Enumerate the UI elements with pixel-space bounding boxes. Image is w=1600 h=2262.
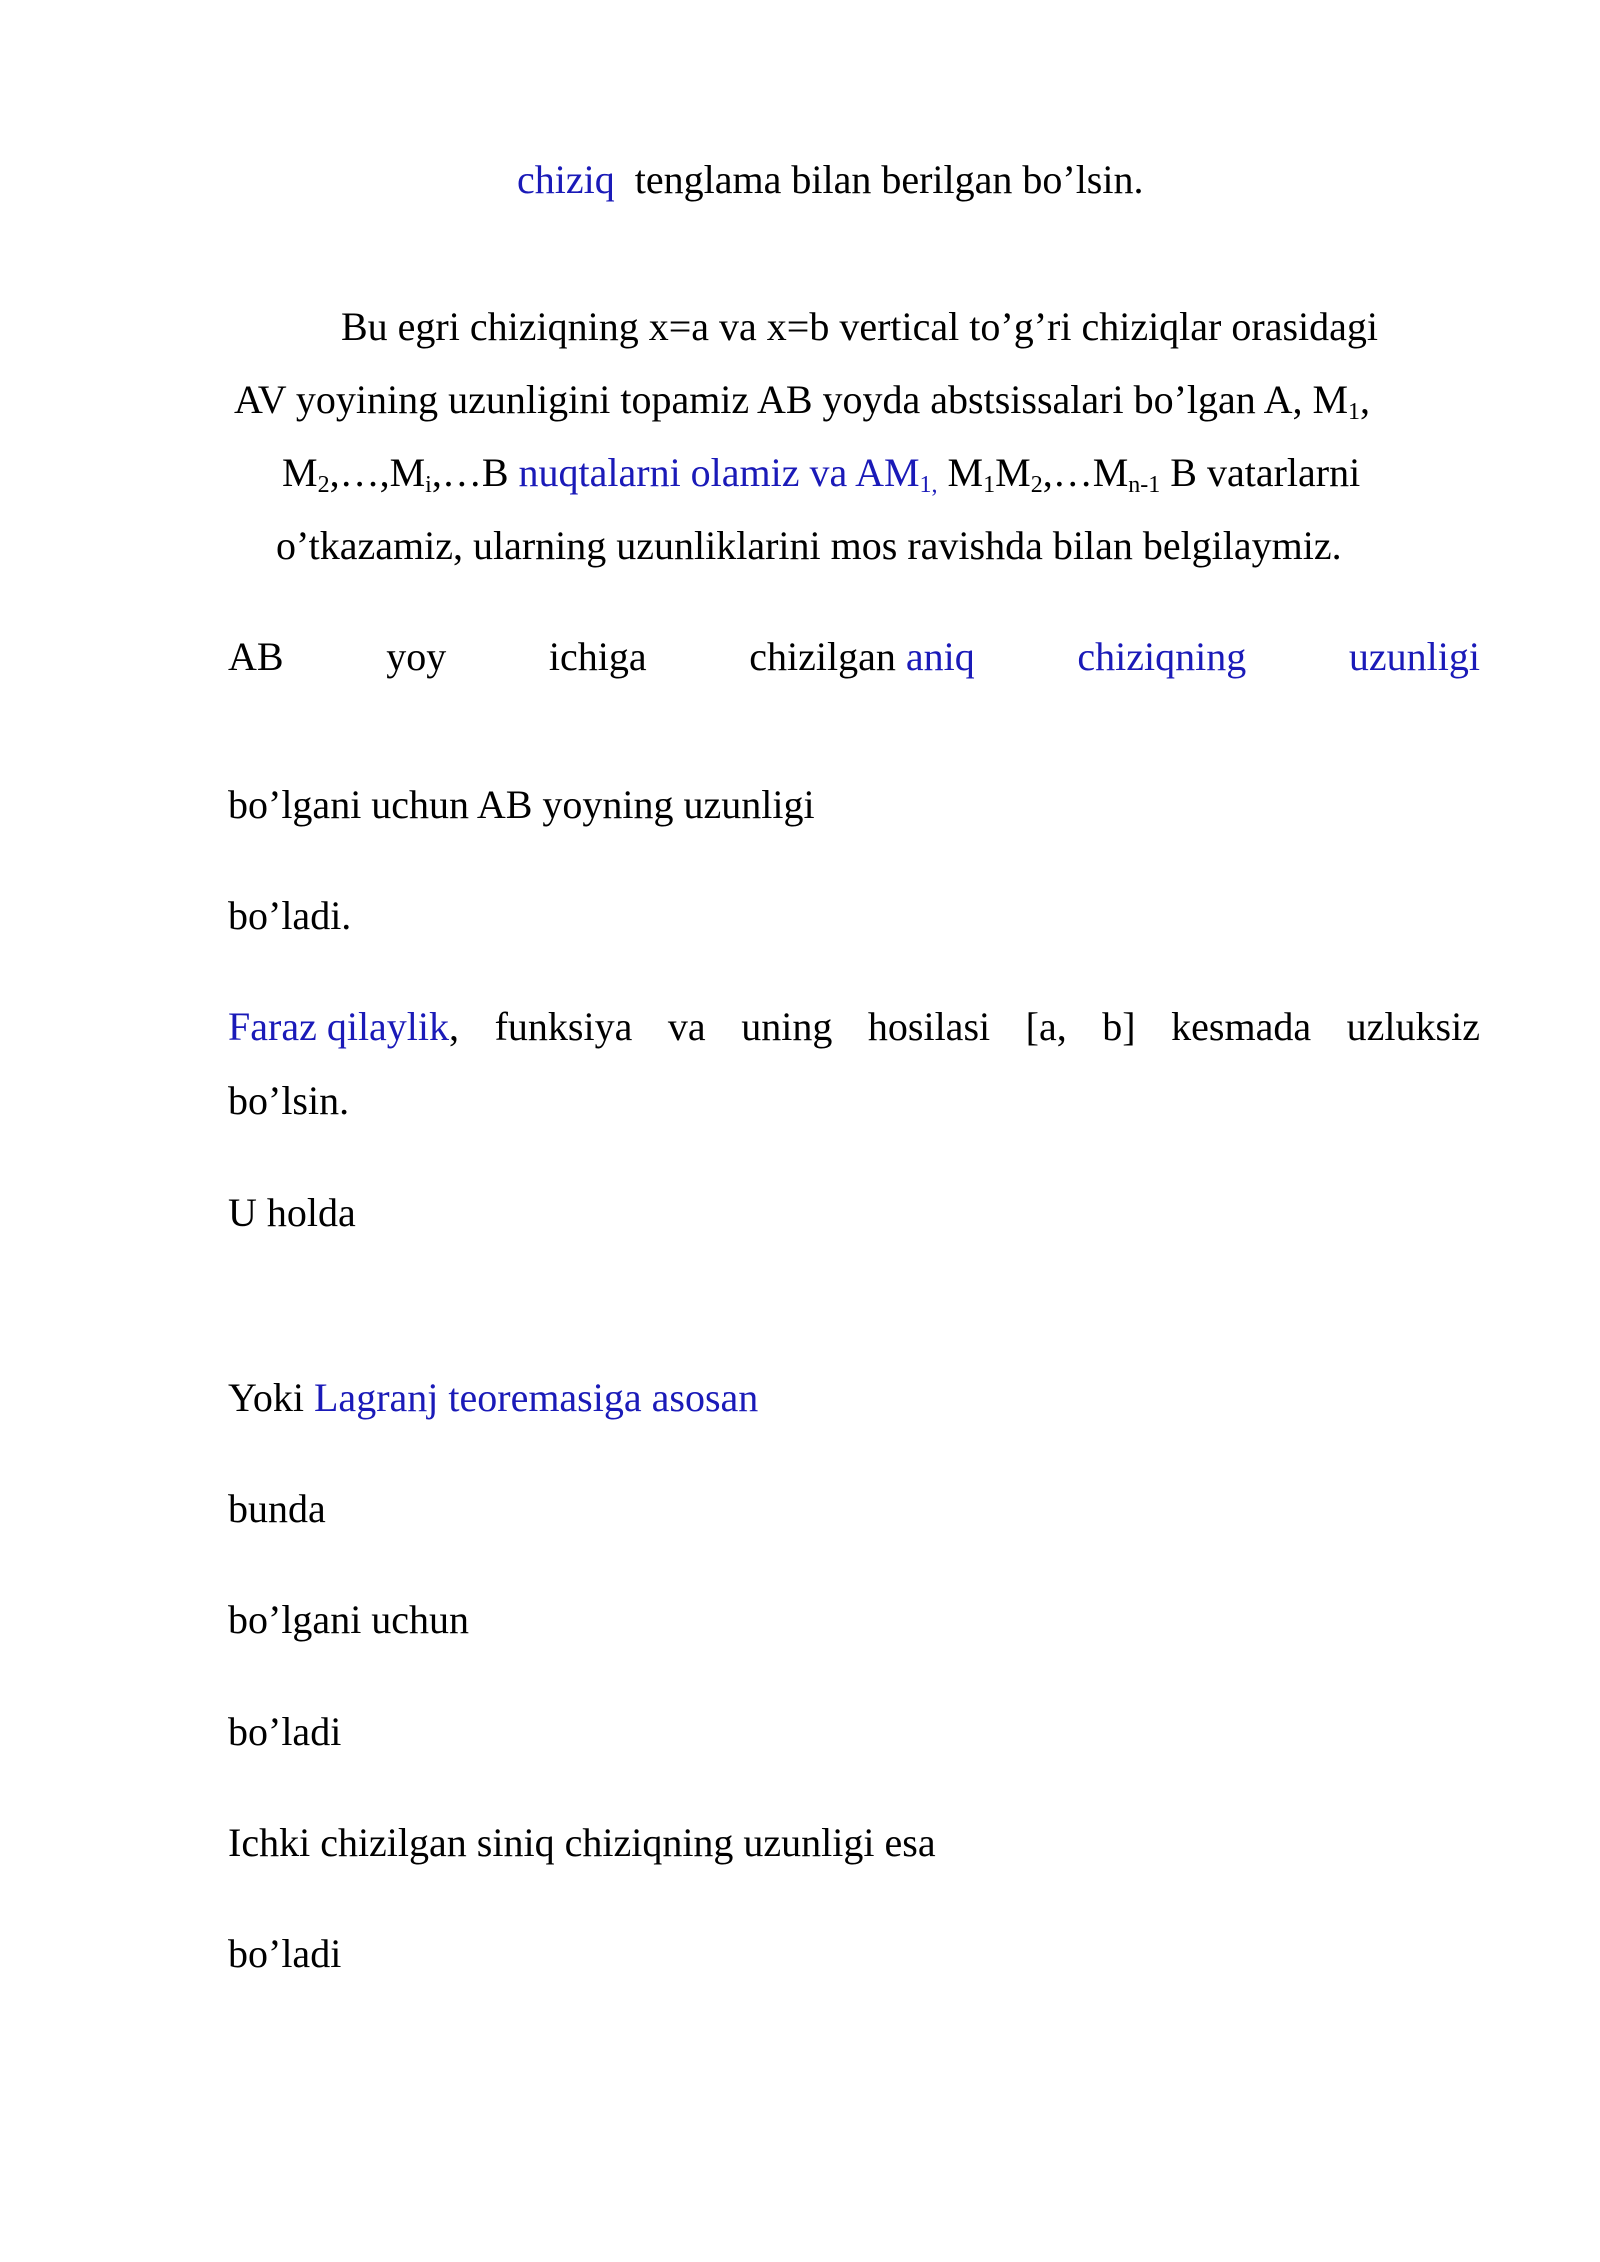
paragraph-line — [228, 1931, 342, 1976]
text-run: M — [995, 450, 1031, 495]
text-run: Yoki — [228, 1375, 314, 1420]
text-run: bo’lsin. — [228, 1078, 350, 1123]
subscript: n-1 — [1128, 472, 1161, 498]
paragraph-line — [276, 523, 1342, 568]
subscript: 2 — [317, 472, 330, 498]
paragraph-line — [228, 1078, 350, 1123]
link-text[interactable]: nuqtalarni olamiz va $AM_{1,}$ — [518, 450, 938, 498]
link-text[interactable]: aniq — [905, 634, 975, 679]
text-run: , — [1360, 377, 1371, 422]
text-run: bo’lgani uchun AB yoyning uzunligi — [228, 782, 815, 827]
subscript: 2 — [1030, 472, 1043, 498]
text-run: ,…B — [431, 450, 519, 495]
word-group: Faraz qilaylik, — [228, 1004, 460, 1049]
text-run: Bu egri chiziqning x=a va x=b vertical to’g’ri chiziqlar orasidagi — [341, 304, 1378, 349]
paragraph-line — [228, 1190, 356, 1235]
word: [a, — [1025, 1004, 1067, 1049]
paragraph-line — [234, 377, 1371, 425]
paragraph-line — [228, 1709, 342, 1754]
text-run: bo’ladi — [228, 1931, 342, 1976]
paragraph-line — [341, 304, 1378, 349]
link-text[interactable]: uzunligi — [1348, 634, 1480, 679]
text-run: o’tkazamiz, ularning uzunliklarini mos ravishda bilan belgilaymiz. — [276, 523, 1342, 568]
link-text[interactable]: Lagranj teoremasiga asosan — [314, 1375, 759, 1420]
word: hosilasi — [867, 1004, 991, 1049]
text-run: ,…,M — [329, 450, 426, 495]
link-text[interactable]: chiziq — [517, 157, 615, 202]
subscript: 1 — [1348, 399, 1361, 425]
word-group: chizilgan aniq — [749, 634, 975, 679]
word: b] — [1102, 1004, 1136, 1049]
text-run: AV yoyining uzunligini topamiz AB yoyda abstsissalari bo’lgan A, M — [234, 377, 1349, 422]
text-run: M — [282, 450, 318, 495]
text-run: ,…M — [1042, 450, 1129, 495]
word: funksiya — [494, 1004, 633, 1049]
paragraph-line — [228, 1820, 936, 1865]
text-run: B vatarlarni — [1160, 450, 1361, 495]
text-run: U holda — [228, 1190, 356, 1235]
text-run: tenglama bilan berilgan bo’lsin. — [634, 157, 1144, 202]
subscript: 1 — [983, 472, 996, 498]
word: AB — [228, 634, 284, 679]
justified-line — [228, 1004, 1480, 1049]
text-run: M — [937, 450, 984, 495]
paragraph-line — [282, 450, 1361, 498]
paragraph-line — [228, 1486, 326, 1531]
word: uning — [741, 1004, 833, 1049]
paragraph-line — [228, 1375, 759, 1420]
text-run: Ichki chizilgan siniq chiziqning uzunligi esa — [228, 1820, 936, 1865]
link-text[interactable]: chiziqning — [1077, 634, 1247, 679]
text-run: bo’lgani uchun — [228, 1597, 470, 1642]
text-run: bo’ladi. — [228, 893, 352, 938]
paragraph-line — [517, 157, 1144, 202]
text-run: bunda — [228, 1486, 326, 1531]
subscript: i — [425, 472, 432, 498]
paragraph-line — [228, 1597, 470, 1642]
justified-line — [228, 634, 1480, 679]
paragraph-line — [228, 893, 352, 938]
word: va — [667, 1004, 706, 1049]
word: kesmada — [1171, 1004, 1312, 1049]
word: uzluksiz — [1346, 1004, 1480, 1049]
word: ichiga — [548, 634, 647, 679]
text-run: bo’ladi — [228, 1709, 342, 1754]
word: yoy — [386, 634, 447, 679]
paragraph-line — [228, 782, 815, 827]
link-text[interactable]: Faraz qilaylik — [228, 1004, 450, 1049]
